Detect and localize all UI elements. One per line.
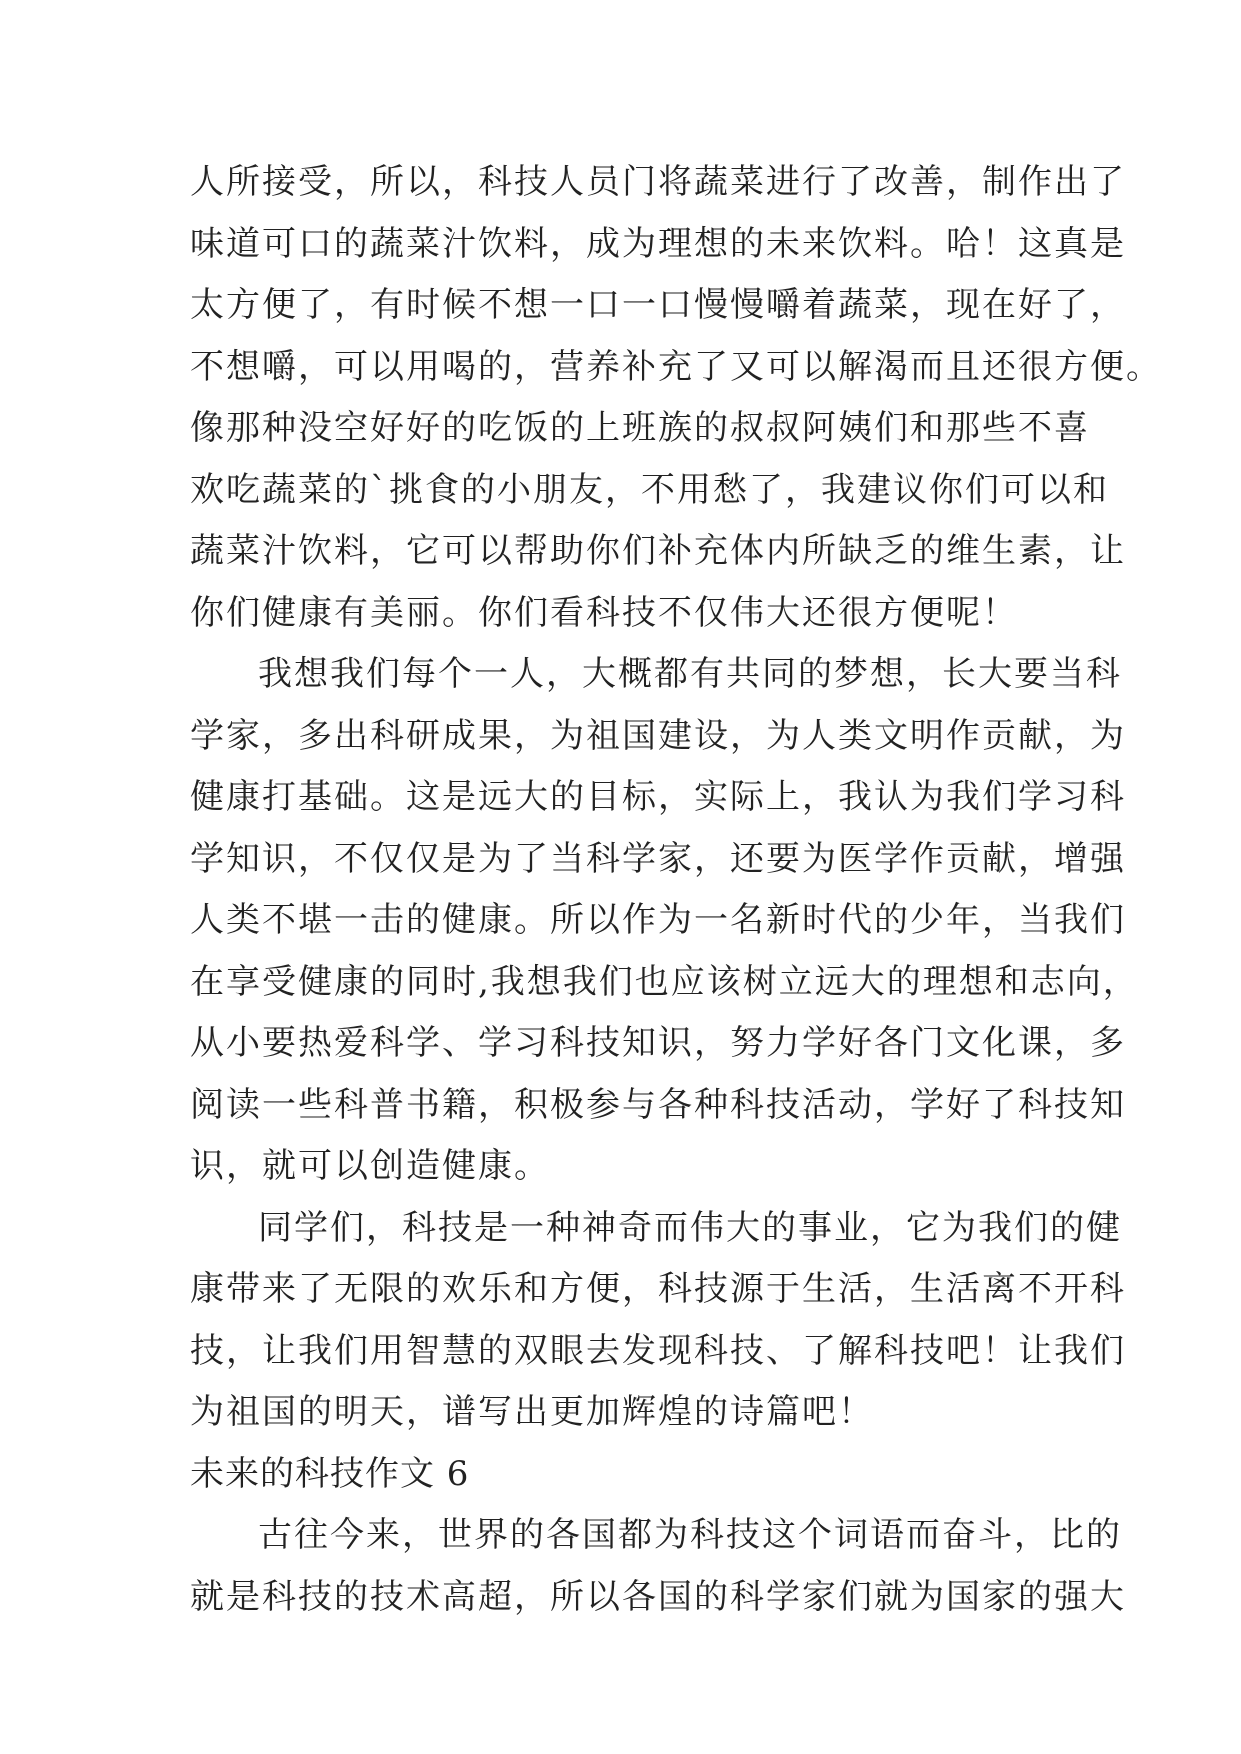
text-line: 不想嚼，可以用喝的，营养补充了又可以解渴而且还很方便。 [190, 346, 1162, 387]
text-line: 为祖国的明天，谱写出更加辉煌的诗篇吧！ [190, 1392, 874, 1432]
text-line: 健康打基础。这是远大的目标，实际上，我认为我们学习科 [190, 777, 1126, 817]
text-line: 欢吃蔬菜的`挑食的小朋友，不用愁了，我建议你们可以和 [190, 469, 1109, 510]
text-line: 人所接受，所以，科技人员门将蔬菜进行了改善，制作出了 [190, 162, 1126, 202]
text-line: 同学们，科技是一种神奇而伟大的事业，它为我们的健 [258, 1207, 1122, 1248]
text-line: 技，让我们用智慧的双眼去发现科技、了解科技吧！让我们 [190, 1330, 1126, 1371]
text-line: 识，就可以创造健康。 [190, 1146, 550, 1186]
text-line: 人类不堪一击的健康。所以作为一名新时代的少年，当我们 [190, 900, 1126, 940]
text-line: 古往今来，世界的各国都为科技这个词语而奋斗，比的 [258, 1515, 1122, 1555]
text-line: 味道可口的蔬菜汁饮料，成为理想的未来饮料。哈！这真是 [190, 223, 1126, 264]
text-line: 阅读一些科普书籍，积极参与各种科技活动，学好了科技知 [190, 1084, 1126, 1125]
text-line: 学家，多出科研成果，为祖国建设，为人类文明作贡献，为 [190, 715, 1126, 756]
text-line: 在享受健康的同时,我想我们也应该树立远大的理想和志向， [190, 961, 1139, 1002]
text-line: 学知识，不仅仅是为了当科学家，还要为医学作贡献，增强 [190, 838, 1126, 879]
text-line: 太方便了，有时候不想一口一口慢慢嚼着蔬菜，现在好了， [190, 285, 1126, 325]
text-line: 蔬菜汁饮料，它可以帮助你们补充体内所缺乏的维生素，让 [190, 531, 1126, 571]
text-line: 就是科技的技术高超，所以各国的科学家们就为国家的强大 [190, 1576, 1126, 1617]
text-line: 像那种没空好好的吃饭的上班族的叔叔阿姨们和那些不喜 [190, 408, 1090, 448]
document-body [190, 152, 1162, 1628]
text-line: 我想我们每个一人，大概都有共同的梦想，长大要当科 [258, 654, 1122, 694]
text-line: 从小要热爱科学、学习科技知识，努力学好各门文化课，多 [190, 1023, 1126, 1063]
text-line: 你们健康有美丽。你们看科技不仅伟大还很方便呢！ [190, 592, 1018, 633]
section-heading: 未来的科技作文 6 [190, 1453, 470, 1494]
text-line: 康带来了无限的欢乐和方便，科技源于生活，生活离不开科 [190, 1269, 1126, 1309]
